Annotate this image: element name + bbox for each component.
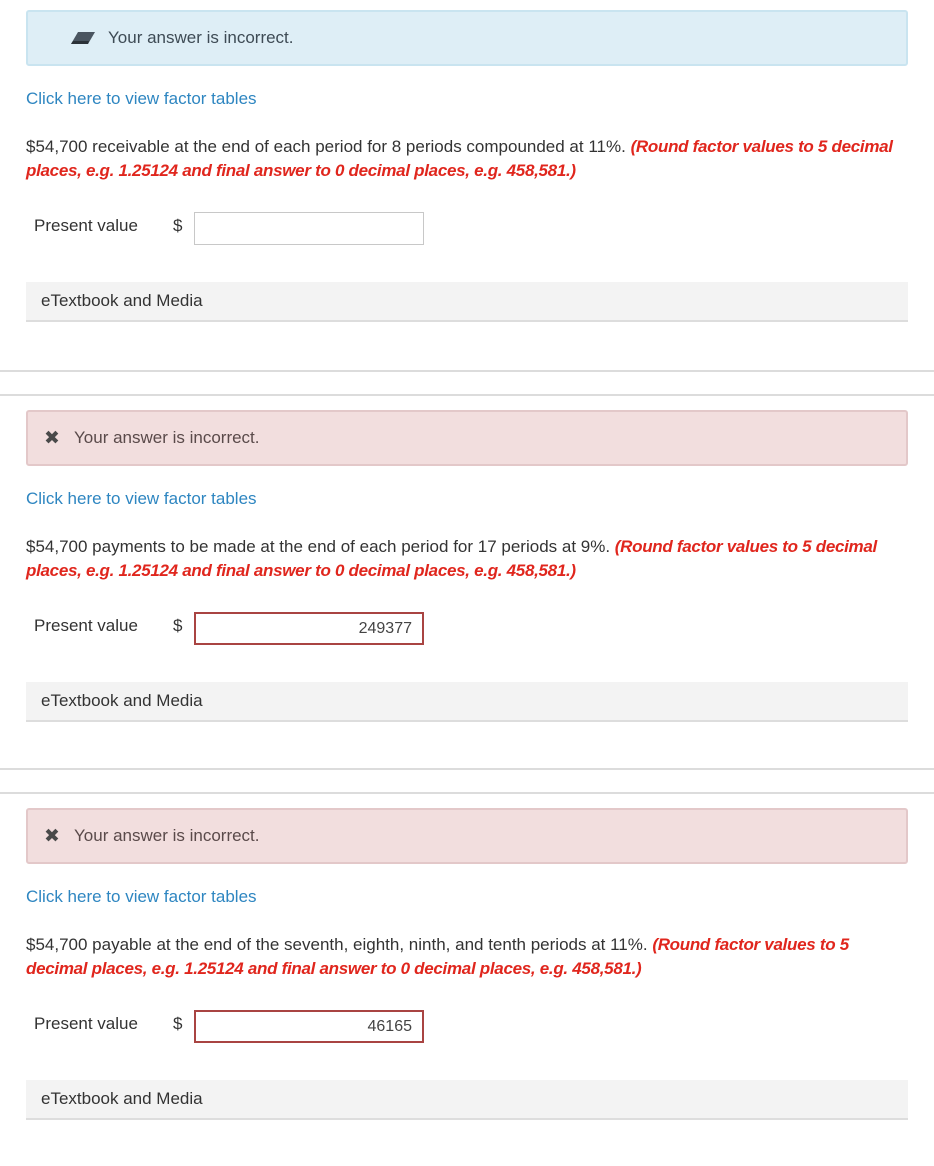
factor-tables-link[interactable]: Click here to view factor tables [26, 887, 257, 906]
status-banner [26, 410, 908, 466]
section-divider [0, 394, 934, 396]
status-text: Your answer is incorrect. [108, 28, 294, 47]
present-value-label: Present value [34, 1014, 138, 1033]
eraser-icon [70, 31, 96, 45]
currency-symbol: $ [173, 616, 183, 635]
section-divider [0, 792, 934, 794]
question-prompt [26, 933, 906, 981]
factor-tables-link[interactable]: Click here to view factor tables [26, 89, 257, 108]
etextbook-media-bar[interactable]: eTextbook and Media [26, 282, 908, 322]
section-divider [0, 768, 934, 770]
status-text: Your answer is incorrect. [74, 826, 260, 845]
etextbook-media-bar[interactable]: eTextbook and Media [26, 682, 908, 722]
status-text: Your answer is incorrect. [74, 428, 260, 447]
etextbook-media-bar[interactable]: eTextbook and Media [26, 1080, 908, 1120]
x-icon: ✖ [44, 427, 60, 449]
rounding-hint: (Round factor values to 5 decimal places, e.g. 1.25124 and final answer to 0 decimal places, e.g. 458,581.) [26, 137, 893, 180]
prompt-text: $54,700 payments to be made at the end of each period for 17 periods at 9%. [26, 537, 611, 556]
rounding-hint: (Round factor values to 5 decimal places, e.g. 1.25124 and final answer to 0 decimal places, e.g. 458,581.) [26, 537, 877, 580]
currency-symbol: $ [173, 216, 183, 235]
prompt-text: $54,700 payable at the end of the seventh, eighth, ninth, and tenth periods at 11%. [26, 935, 648, 954]
question-prompt [26, 535, 906, 583]
status-banner [26, 808, 908, 864]
present-value-label: Present value [34, 216, 138, 235]
rounding-hint: (Round factor values to 5 decimal places, e.g. 1.25124 and final answer to 0 decimal places, e.g. 458,581.) [26, 935, 849, 978]
present-value-input[interactable] [194, 612, 424, 645]
present-value-input[interactable] [194, 212, 424, 245]
factor-tables-link[interactable]: Click here to view factor tables [26, 489, 257, 508]
currency-symbol: $ [173, 1014, 183, 1033]
prompt-text: $54,700 receivable at the end of each period for 8 periods compounded at 11%. [26, 137, 626, 156]
present-value-input[interactable] [194, 1010, 424, 1043]
status-banner [26, 10, 908, 66]
section-divider [0, 370, 934, 372]
present-value-label: Present value [34, 616, 138, 635]
question-prompt [26, 135, 906, 183]
x-icon: ✖ [44, 825, 60, 847]
